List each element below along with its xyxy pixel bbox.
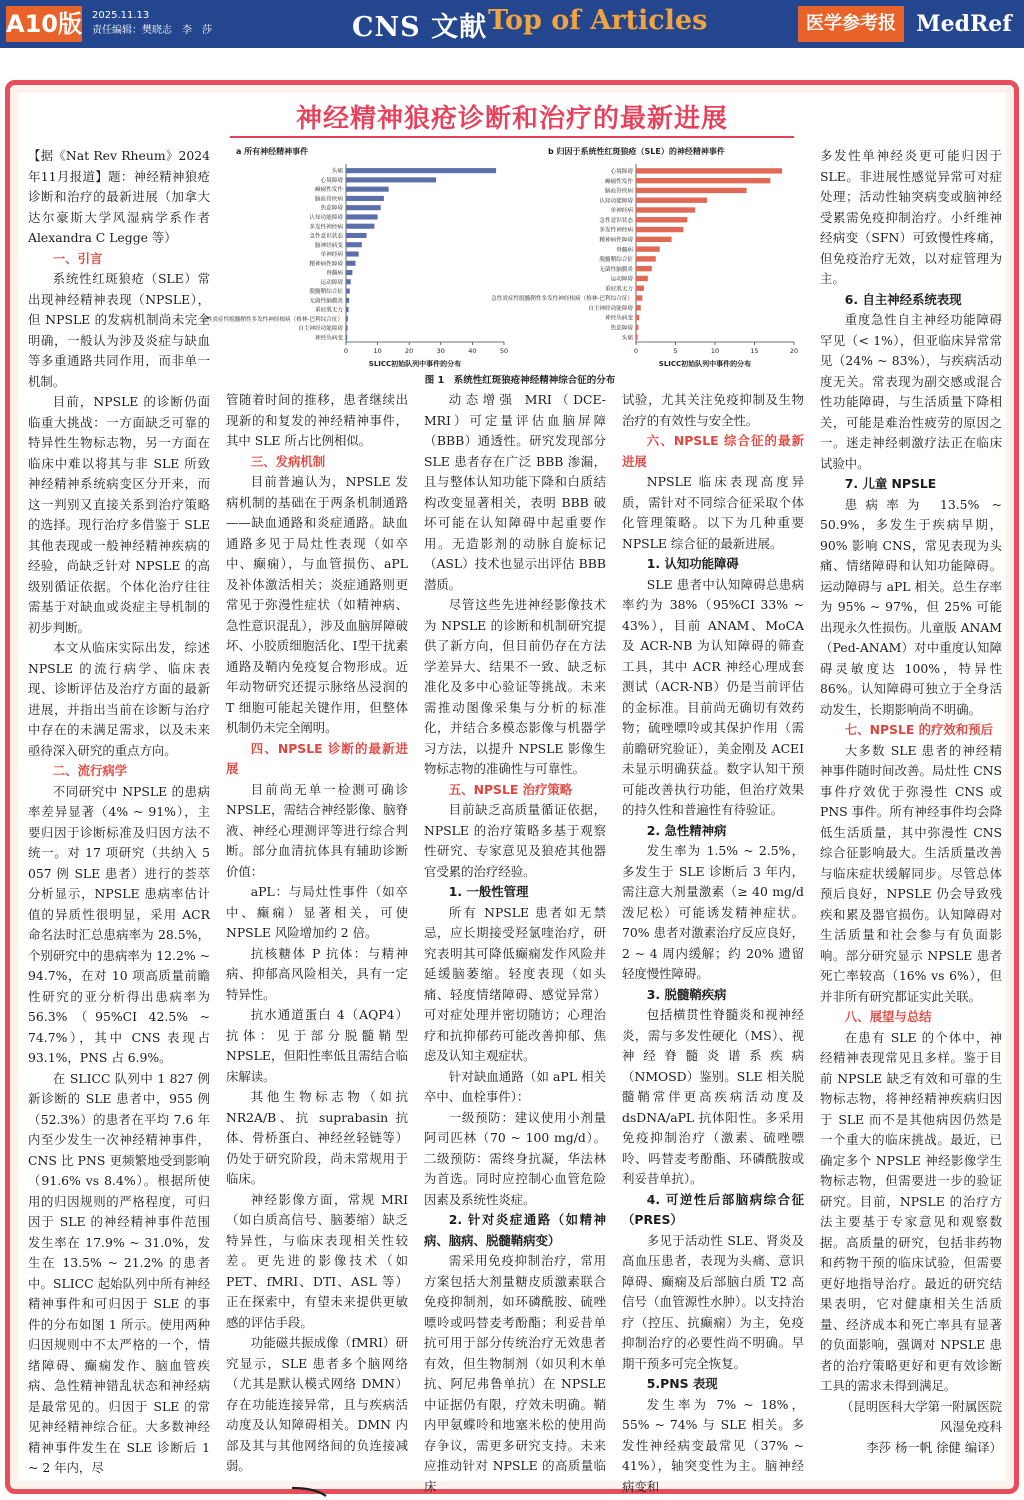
chart-b-category-label: 重症肌无力 bbox=[605, 286, 633, 293]
chart-b-category-label: 精神病性障碍 bbox=[599, 237, 633, 244]
paragraph: 功能磁共振成像（fMRI）研究显示，SLE 患者多个脑网络（尤其是默认模式网络 DMN）存在功能连接异常，且与疾病活动度及认知障碍相关。DMN 内部及其与其他网络间的负连接减弱。 bbox=[226, 1335, 408, 1473]
paragraph: aPL：与局灶性事件（如卒中、癫痫）显著相关，可使 NPSLE 风险增加约 2 倍。 bbox=[226, 884, 408, 940]
section-title-cn: CNS 文献 bbox=[352, 12, 488, 43]
subheading-autonomic: 6. 自主神经系统表现 bbox=[844, 291, 962, 307]
column-3 bbox=[424, 390, 606, 1497]
chart-a-category-label: 多发性神经病 bbox=[309, 224, 343, 231]
paragraph: 抗水通道蛋白 4（AQP4）抗体：见于部分脱髓鞘型 NPSLE，但阳性率低且需结合临床解读。 bbox=[226, 1007, 408, 1084]
chart-a-bar bbox=[346, 279, 351, 284]
column-5 bbox=[820, 146, 1002, 1458]
chart-a-category-label: 运动障碍 bbox=[320, 279, 343, 286]
chart-a-category-label: 急性意识状态 bbox=[309, 233, 343, 240]
chart-a-bar bbox=[346, 251, 359, 256]
chart-a-bar bbox=[346, 242, 362, 247]
subheading-cognitive: 1. 认知功能障碍 bbox=[646, 556, 739, 571]
chart-b-bar bbox=[636, 295, 642, 300]
paragraph: 一级预防：建议使用小剂量阿司匹林（70 ~ 100 mg/d）。二级预防：需终身抗凝，华法林为首选。同时应控制心血管危险因素及系统性炎症。 bbox=[424, 1109, 606, 1207]
column-1 bbox=[28, 146, 210, 1479]
chart-a-category-label: 急性炎症性脱髓鞘性多发性神经根病（格林-巴利综合征） bbox=[201, 316, 343, 323]
chart-a-bar bbox=[346, 168, 496, 173]
column-2 bbox=[226, 390, 408, 1477]
chart-a-x-tick-label: 50 bbox=[499, 347, 509, 355]
paragraph: 目前尚无单一检测可确诊 NPSLE，需结合神经影像、脑脊液、神经心理测评等进行综合判断。部分血清抗体具有辅助诊断价值： bbox=[226, 781, 408, 879]
chart-a-bar bbox=[346, 335, 347, 340]
chart-a-x-tick-label: 0 bbox=[343, 347, 349, 355]
chart-a-bar bbox=[346, 177, 436, 182]
chart-a-bar bbox=[346, 224, 374, 229]
figure-caption: 图 1 系统性红斑狼疮神经精神综合征的分布 bbox=[424, 375, 616, 386]
chart-a-x-tick-label: 10 bbox=[373, 347, 382, 355]
chart-a-category-label: 头痛 bbox=[331, 168, 343, 175]
chart-b-category-label: 焦虑障碍 bbox=[610, 325, 633, 332]
masthead bbox=[0, 0, 1024, 48]
chart-b-bar bbox=[636, 207, 695, 212]
paragraph: 患病率为 13.5% ~ 50.9%，多发生于疾病早期，90% 影响 CNS，常见表现为头痛、情绪障碍和认知功能障碍。运动障碍与 aPL 相关。总生存率为 95% ~ 97%，但 25% 可能出现永久性损伤。儿童版 ANAM（Ped-ANAM）对中重度认知障碍灵敏度达 100%，特异性 86%。认知障碍可独立于全身活动发生，长期影响尚不明确。 bbox=[820, 496, 1002, 717]
chart-a-category-label: 自主神经功能障碍 bbox=[298, 326, 343, 333]
chart-b-x-axis-label: SLICC初始队列中事件的分布 bbox=[658, 360, 752, 368]
chart-a-category-label: 脑神经病变 bbox=[315, 242, 343, 249]
end-mark-icon bbox=[290, 1486, 330, 1498]
issue-editors: 责任编辑：樊晓志 李 莎 bbox=[92, 25, 212, 36]
chart-b-x-tick-label: 15 bbox=[750, 347, 759, 355]
paragraph: 管随着时间的推移，患者继续出现新的和复发的神经精神事件，其中 SLE 所占比例相似。 bbox=[226, 392, 408, 448]
paragraph: 抗核糖体 P 抗体：与精神病、抑郁高风险相关，具有一定特异性。 bbox=[226, 945, 408, 1002]
heading-syndromes: 六、NPSLE 综合征的最新进展 bbox=[622, 433, 804, 469]
chart-a-category-label: 神经丛病变 bbox=[315, 335, 343, 342]
chart-b-bar bbox=[636, 276, 648, 281]
chart-b-category-label: 脑血管疾病 bbox=[605, 188, 633, 195]
chart-a-bar bbox=[346, 326, 348, 331]
chart-a-category-label: 焦虑障碍 bbox=[320, 205, 343, 212]
chart-b-bar bbox=[636, 198, 707, 203]
title-underline bbox=[230, 136, 794, 138]
chart-b-category-label: 急性意识状态 bbox=[599, 217, 633, 224]
chart-a-category-label: 脱髓鞘综合征 bbox=[309, 289, 343, 296]
issue-info bbox=[92, 8, 212, 38]
chart-a-category-label: 心境障碍 bbox=[320, 177, 343, 184]
chart-b-bar bbox=[636, 315, 639, 320]
chart-a-x-tick-label: 20 bbox=[405, 347, 414, 355]
chart-b-category-label: 头痛 bbox=[621, 335, 633, 342]
chart-a-bar bbox=[346, 316, 348, 321]
chart-b-category-label: 无菌性脑膜炎 bbox=[599, 266, 633, 273]
brand-name-en: MedRef bbox=[916, 11, 1012, 37]
chart-a-x-axis-label: SLICC初始队列中事件的分布 bbox=[368, 360, 462, 368]
column-4 bbox=[622, 390, 804, 1497]
intro-paragraph: 【据《Nat Rev Rheum》2024年11月报道】题：神经精神狼疮诊断和治疗的最新进展（加拿大达尔豪斯大学风湿病学系作者 Alexandra C Legge 等） bbox=[28, 148, 210, 245]
paragraph: 目前，NPSLE 的诊断仍面临重大挑战：一方面缺乏可靠的特异性生物标志物，另一方面在临床中难以将其与非 SLE 所致神经精神系统病变区分开来，而这一判别又直接关系到治疗策略的选择。现行治疗多借鉴于 SLE 其他表现或一般神经精神疾病的经验，尚缺乏针对 NPSLE 的高级别循证依据。个体化治疗往往需基于对缺血或炎症主导机制的初步判断。 bbox=[28, 394, 210, 635]
chart-b-bar bbox=[636, 246, 660, 251]
heading-epidemiology: 二、流行病学 bbox=[52, 763, 128, 778]
credit-line-1: （昆明医科大学第一附属医院 bbox=[840, 1398, 1002, 1414]
chart-a-category-label: 单神经病 bbox=[320, 252, 343, 259]
chart-b-bar bbox=[636, 237, 672, 242]
chart-b-category-label: 自主神经功能障碍 bbox=[588, 305, 633, 312]
chart-b-bar bbox=[636, 305, 641, 310]
paragraph: 发生率为 1.5% ~ 2.5%，多发生于 SLE 诊断后 3 年内，需注意大剂量激素（≥ 40 mg/d 泼尼松）可能诱发精神症状。70% 患者对激素治疗反应良好，2 ~ 4 周内缓解；约 20% 遗留轻度慢性障碍。 bbox=[622, 843, 804, 981]
paragraph: SLE 患者中认知障碍总患病率约为 38%（95%CI 33% ~ 43%），目前 ANAM、MoCA 及 ACR-NB 为认知障碍的筛查工具，其中 ACR 神经心理成套测试（ACR-NB）仍是当前评估的金标准。目前尚无确切有效药物；硫唑嘌呤或其保护作用（需前瞻研究验证），美金刚及 ACEI 未显示明确获益。数字认知干预可能改善执行功能，但治疗效果的持久性和普遍性有待验证。 bbox=[622, 576, 804, 817]
chart-a-category-label: 无菌性脑膜炎 bbox=[309, 298, 343, 305]
chart-a-bar bbox=[346, 196, 384, 201]
chart-b-category-label: 认知功能障碍 bbox=[599, 198, 633, 205]
subheading-pres: 4. 可逆性后部脑病综合征（PRES） bbox=[622, 1191, 804, 1227]
paragraph: 试验，尤其关注免疫抑制及生物治疗的有效性与安全性。 bbox=[622, 392, 804, 428]
subheading-general-management: 1. 一般性管理 bbox=[448, 884, 529, 899]
paragraph: 目前缺乏高质量循证依据，NPSLE 的治疗策略多基于观察性研究、专家意见及狼疮其他器官受累的治疗经验。 bbox=[424, 802, 606, 879]
issue-date: 2025.11.13 bbox=[92, 10, 150, 21]
chart-b-category-label: 癫痫性发作 bbox=[605, 178, 633, 185]
chart-a-bar bbox=[346, 307, 349, 312]
figure-1 bbox=[201, 144, 810, 386]
subheading-pns: 5.PNS 表现 bbox=[646, 1376, 718, 1391]
chart-a-x-tick-label: 30 bbox=[436, 347, 445, 355]
chart-b-bar bbox=[636, 188, 747, 193]
subheading-pediatric: 7. 儿童 NPSLE bbox=[844, 476, 937, 491]
heading-outlook: 八、展望与总结 bbox=[844, 1009, 932, 1024]
chart-b-category-label: 运动障碍 bbox=[610, 276, 633, 283]
chart-a-category-label: 精神病性障碍 bbox=[309, 261, 343, 268]
chart-a-bar bbox=[346, 289, 350, 294]
heading-treatment: 五、NPSLE 治疗策略 bbox=[448, 781, 573, 797]
chart-b-bar bbox=[636, 227, 683, 232]
chart-a-bar bbox=[346, 205, 381, 210]
chart-b-bar bbox=[636, 178, 770, 183]
paragraph: 目前普遍认为，NPSLE 发病机制的基础在于两条机制通路——缺血通路和炎症通路。缺血通路多见于局灶性表现（如卒中、癫痫），与血管损伤、aPL 及补体激活相关；炎症通路则更常见于弥漫性症状（如精神病、急性意识混乱），涉及血脑屏障破坏、小胶质细胞活化、Ⅰ型干扰素通路及鞘内免疫复合物形成。近年动物研究还提示脉络丛浸润的 T 细胞可能起关键作用，但整体机制仍未完全阐明。 bbox=[226, 474, 408, 735]
paragraph: 多发性单神经炎更可能归因于 SLE。非进展性感觉异常可对症处理；活动性轴突病变或脑神经受累需免疫抑制治疗。小纤维神经病变（SFN）可致慢性疼痛，但免疫治疗无效，以对症管理为主。 bbox=[820, 148, 1002, 286]
chart-a-category-label: 癫痫性发作 bbox=[315, 187, 343, 194]
paragraph: 本文从临床实际出发，综述 NPSLE 的流行病学、临床表现、诊断评估及治疗方面的最新进展，并指出当前在诊断与治疗中存在的未满足需求，以及未来亟待深入研究的重点方向。 bbox=[28, 640, 210, 758]
paragraph: 在 SLICC 队列中 1 827 例新诊断的 SLE 患者中，955 例（52.3%）的患者在平均 7.6 年内至少发生一次神经精神事件，CNS 比 PNS 更频繁地受到影响（91.6% vs 8.4%）。根据所使用的归因规则的严格程度，可归因于 SLE 的神经精神事件范围发生率在 17.9% ~ 31.0%，发生在 13.5% ~ 21.2% 的患者中。SLICC 起始队列中所有神经精神事件和可归因于 SLE 的事件的分布如图 1 所示。使用两种归因规则中不太严格的一个，情绪障碍、癫痫发作、脑血管疾病、急性精神错乱状态和神经病是最常见的。归因于 SLE 的常见神经精神综合征。大多数神经精神事件发生在 SLE 诊断后 1 ~ 2 年内，尽 bbox=[28, 1070, 210, 1475]
chart-b-bar bbox=[636, 334, 638, 339]
chart-b-bar bbox=[636, 217, 687, 222]
paragraph: 重度急性自主神经功能障碍罕见（< 1%），但亚临床异常常见（24% ~ 83%），与疾病活动度无关。常表现为副交感或混合性功能障碍，与生活质量下降相关，可能是难治性疲劳的原因之一。迷走神经刺激疗法正在临床试验中。 bbox=[820, 312, 1002, 471]
panel-a-title: a 所有神经精神事件 bbox=[236, 147, 309, 156]
heading-diagnosis: 四、NPSLE 诊断的最新进展 bbox=[226, 740, 408, 776]
paragraph: 需采用免疫抑制治疗，常用方案包括大剂量糖皮质激素联合免疫抑制剂，如环磷酰胺、硫唑嘌呤或吗替麦考酚酯；利妥昔单抗可用于部分传统治疗无效患者有效，但生物制剂（如贝利木单抗、阿尼弗鲁单抗）在 NPSLE 中证据仍有限，疗效未明确。鞘内甲氨蝶呤和地塞米松的使用尚存争议，需更多研究支持。未来应推动针对 NPSLE 的高质量临床 bbox=[424, 1253, 606, 1494]
subheading-inflammatory-pathway: 2. 针对炎症通路（如精神病、脑病、脱髓鞘病变） bbox=[424, 1212, 606, 1248]
chart-a-category-label: 脑血管疾病 bbox=[315, 196, 343, 203]
chart-b-bar bbox=[636, 168, 782, 173]
article-title: 神经精神狼疮诊断和治疗的最新进展 bbox=[295, 104, 728, 134]
chart-a-svg bbox=[201, 156, 520, 378]
section-title-en: Top of Articles bbox=[488, 5, 708, 36]
page-number-badge: A10版 bbox=[6, 6, 82, 42]
credit-line-3: 李莎 杨一帆 徐健 编译） bbox=[866, 1439, 1002, 1455]
chart-b-category-label: 脱髓鞘综合征 bbox=[599, 257, 633, 264]
chart-a-category-label: 认知功能障碍 bbox=[309, 214, 343, 221]
brand-name-cn: 医学参考报 bbox=[798, 6, 904, 42]
subheading-demyelinating: 3. 脱髓鞘疾病 bbox=[646, 986, 727, 1002]
paragraph: 在患有 SLE 的个体中，神经精神表现常见且多样。鉴于目前 NPSLE 缺乏有效和可靠的生物标志物，将神经精神疾病归因于 SLE 而不是其他病因仍然是一个重大的临床挑战。最近，已确定多个 NPSLE 神经影像学生物标志物，但需要进一步的验证研究。目前，NPSLE 的治疗方法主要基于专家意见和观察数据。高质量的研究，包括非药物和药物干预的临床试验，但需要更好地指导治疗。最近的研究结果表明，它对健康相关生活质量、经济成本和死亡率具有显著的负面影响，强调对 NPSLE 患者的治疗策略更好和更有效诊断工具的需求未得到满足。 bbox=[820, 1029, 1002, 1393]
chart-b-category-label: 单神经病 bbox=[610, 208, 633, 215]
chart-b-x-tick-label: 10 bbox=[710, 347, 720, 355]
chart-a-bar bbox=[346, 298, 349, 303]
heading-prognosis: 七、NPSLE 的疗效和预后 bbox=[844, 722, 993, 737]
paragraph: 包括横贯性脊髓炎和视神经炎，需与多发性硬化（MS）、视神经脊髓炎谱系疾病（NMOSD）鉴别。SLE 相关脱髓鞘常伴更高疾病活动度及 dsDNA/aPL 抗体阳性。多采用免疫抑制治疗（激素、硫唑嘌呤、吗替麦考酚酯、环磷酰胺或利妥昔单抗）。 bbox=[622, 1007, 804, 1186]
paragraph: 不同研究中 NPSLE 的患病率差异显著（4% ~ 91%），主要归因于诊断标准及归因方法不统一。对 17 项研究（共纳入 5 057 例 SLE 患者）进行的荟萃分析显示，NPSLE 患病率估计值的异质性很明显，采用 ACR 命名法时汇总患病率为 28.5%，个别研究中的患病率为 12.2% ~ 94.7%，在对 10 项高质量前瞻性研究的亚分析得出患病率为 56.3%（95%CI 42.5% ~ 74.7%），其中 CNS 表现占 93.1%，PNS 占 6.9%。 bbox=[28, 783, 210, 1065]
chart-a-bar bbox=[346, 187, 389, 192]
chart-b-category-label: 脊髓病 bbox=[616, 247, 633, 254]
chart-a-bar bbox=[346, 214, 378, 219]
paragraph: 神经影像方面，常规 MRI（如白质高信号、脑萎缩）缺乏特异性，与临床表现相关性较差。更先进的影像技术（如 PET、fMRI、DTI、ASL 等）正在探索中，有望未来提供更敏感的评估手段。 bbox=[226, 1191, 408, 1330]
paragraph: 所有 NPSLE 患者如无禁忌，应长期接受羟氯喹治疗，研究表明其可降低癫痫发作风险并延缓脑萎缩。轻度表现（如头痛、轻度情绪障碍、感觉异常）可对症处理并密切随访；心理治疗和抗抑郁药可能改善抑郁、焦虑及认知主观症状。 bbox=[424, 904, 606, 1063]
chart-a-category-label: 脊髓病 bbox=[326, 270, 343, 277]
paragraph: 其他生物标志物（如抗 NR2A/B、抗 suprabasin 抗体、骨桥蛋白、神经丝轻链等）仍处于研究阶段，尚未常规用于临床。 bbox=[226, 1089, 408, 1186]
chart-a-category-label: 重症肌无力 bbox=[315, 307, 343, 314]
chart-b-category-label: 急性炎症性脱髓鞘性多发性神经根病（格林-巴利综合征） bbox=[491, 296, 633, 303]
chart-b-bar bbox=[636, 286, 644, 291]
chart-b-bar bbox=[636, 256, 656, 261]
chart-b-x-tick-label: 5 bbox=[673, 347, 678, 355]
paragraph: NPSLE 临床表现高度异质，需针对不同综合征采取个体化管理策略。以下为几种重要 NPSLE 综合征的最新进展。 bbox=[622, 474, 804, 551]
paragraph: 动态增强 MRI（DCE-MRI）可定量评估血脑屏障（BBB）通透性。研究发现部分 SLE 患者存在广泛 BBB 渗漏，且与整体认知功能下降和白质结构改变显著相关，表明 BBB 破坏可能在认知障碍中起重要作用。无造影剂的动脉自旋标记（ASL）技术也显示出评估 BBB 潜质。 bbox=[424, 392, 606, 592]
chart-b-bar bbox=[636, 325, 638, 330]
paragraph: 大多数 SLE 患者的神经精神事件随时间改善。局灶性 CNS 事件疗效优于弥漫性 CNS 或 PNS 事件。所有神经事件均会降低生活质量，其中弥漫性 CNS 综合征影响最大。生活质量改善与临床症状缓解同步。尽管总体预后良好，NPSLE 仍会导致残疾和累及器官损伤。认知障碍对生活质量和社会参与有负面影响。部分研究显示 NPSLE 患者死亡率较高（16% vs 6%），但并非所有研究都证实此关联。 bbox=[820, 742, 1002, 1004]
chart-b-category-label: 多发性神经病 bbox=[599, 227, 633, 234]
chart-a-bar bbox=[346, 270, 352, 275]
credit-line-2: 风湿免疫科 bbox=[940, 1419, 1002, 1434]
paragraph: 系统性红斑狼疮（SLE）常出现神经精神表现（NPSLE），但 NPSLE 的发病机制尚未完全明确，一般认为涉及炎症与缺血等多重通路共同作用，而非单一机制。 bbox=[28, 271, 210, 389]
chart-a-x-tick-label: 40 bbox=[468, 347, 477, 355]
chart-b-category-label: 心境障碍 bbox=[610, 169, 633, 176]
subheading-psychosis: 2. 急性精神病 bbox=[646, 822, 727, 838]
chart-b-x-tick-label: 0 bbox=[633, 347, 639, 355]
panel-b-title: b 归因于系统性红斑狼疮（SLE）的神经精神事件 bbox=[548, 147, 725, 156]
heading-pathogenesis: 三、发病机制 bbox=[250, 453, 326, 469]
chart-a-bar bbox=[346, 261, 355, 266]
chart-b-category-label: 神经丛病变 bbox=[605, 315, 633, 322]
chart-b-bar bbox=[636, 266, 652, 271]
chart-b-x-tick-label: 20 bbox=[789, 347, 799, 355]
chart-a-bar bbox=[346, 233, 367, 238]
paragraph: 发生率为 7% ~ 18%，55% ~ 74% 与 SLE 相关。多发性神经病变最常见（37% ~ 41%），轴突变性为主。脑神经病变和 bbox=[622, 1396, 804, 1494]
paragraph: 针对缺血通路（如 aPL 相关卒中、血栓事件）： bbox=[424, 1068, 606, 1104]
paragraph: 多见于活动性 SLE、肾炎及高血压患者，表现为头痛、意识障碍、癫痫及后部脑白质 T2 高信号（血管源性水肿）。以支持治疗（控压、抗癫痫）为主，免疫抑制治疗的必要性尚不明确。早期干预多可完全恢复。 bbox=[622, 1232, 804, 1371]
heading-introduction: 一、引言 bbox=[52, 250, 103, 266]
paragraph: 尽管这些先进神经影像技术为 NPSLE 的诊断和机制研究提供了新方向，但目前仍存在方法学差异大、结果不一致、缺乏标准化及多中心验证等挑战。未来需推动图像采集与分析的标准化，并结合多模态影像与机器学习方法，以提升 NPSLE 影像生物标志物的准确性与可靠性。 bbox=[424, 597, 606, 776]
